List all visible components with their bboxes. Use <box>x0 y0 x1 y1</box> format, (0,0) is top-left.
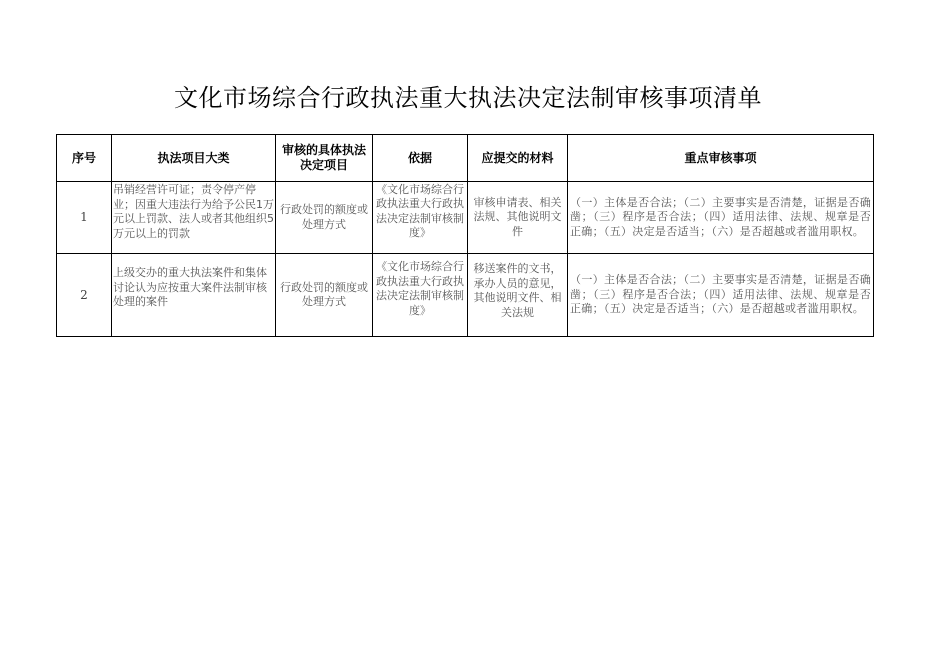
cell-focus <box>568 254 874 337</box>
focus-text: （一）主体是否合法；（二）主要事实是否清楚，证据是否确凿；（三）程序是否合法；（四）适用法律、法规、规章是否正确；（五）决定是否适当；（六）是否超越或者滥用职权。 <box>570 273 871 316</box>
header-seq: 序号 <box>57 135 112 182</box>
table-header-row <box>57 135 874 182</box>
category-text: 上级交办的重大执法案件和集体讨论认为应按重大案件法制审核处理的案件 <box>113 266 267 308</box>
basis-text: 《文化市场综合行政执法重大行政执法决定法制审核制度》 <box>376 260 464 317</box>
item-text: 行政处罚的额度或处理方式 <box>280 280 368 308</box>
materials-text: 移送案件的文书，承办人员的意见，其他说明文件、相关法规 <box>473 262 562 319</box>
header-item <box>276 135 373 182</box>
seq-value: 2 <box>80 287 88 302</box>
cell-focus <box>568 182 874 254</box>
focus-text: （一）主体是否合法；（二）主要事实是否清楚，证据是否确凿；（三）程序是否合法；（四）适用法律、法规、规章是否正确；（五）决定是否适当；（六）是否超越或者滥用职权。 <box>570 195 871 238</box>
category-text: 吊销经营许可证；责令停产停业；因重大违法行为给予公民1万元以上罚款、法人或者其他组织5万元以上的罚款 <box>113 183 274 240</box>
table-row <box>57 182 874 254</box>
cell-item <box>276 182 373 254</box>
materials-text: 审核申请表、相关法规、其他说明文件 <box>473 195 562 238</box>
cell-category <box>112 254 276 337</box>
cell-basis <box>373 182 468 254</box>
cell-seq <box>57 182 112 254</box>
cell-item <box>276 254 373 337</box>
header-focus: 重点审核事项 <box>568 135 874 182</box>
cell-materials <box>468 254 568 337</box>
cell-category <box>112 182 276 254</box>
document-title: 文化市场综合行政执法重大执法决定法制审核事项清单 <box>174 84 762 112</box>
cell-seq <box>57 254 112 337</box>
header-item-label: 审核的具体执法决定项目 <box>281 143 366 172</box>
header-materials: 应提交的材料 <box>468 135 568 182</box>
seq-value: 1 <box>80 210 88 225</box>
header-basis: 依据 <box>373 135 468 182</box>
review-items-table <box>56 134 874 337</box>
header-category: 执法项目大类 <box>112 135 276 182</box>
table-row <box>57 254 874 337</box>
basis-text: 《文化市场综合行政执法重大行政执法决定法制审核制度》 <box>376 182 464 239</box>
cell-basis <box>373 254 468 337</box>
cell-materials <box>468 182 568 254</box>
item-text: 行政处罚的额度或处理方式 <box>280 203 368 231</box>
